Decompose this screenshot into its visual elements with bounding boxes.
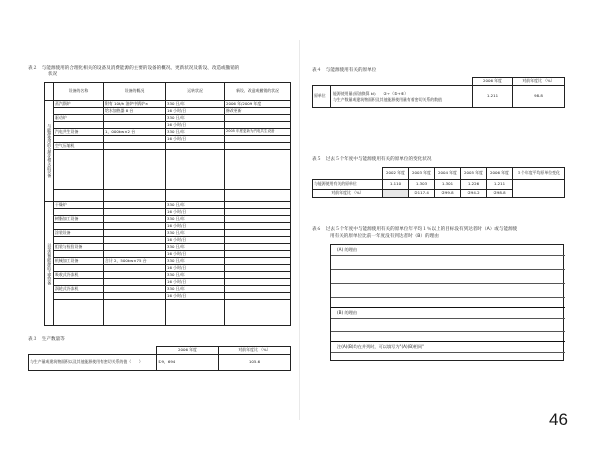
- t2-b5-run2: 16 小时/日: [166, 265, 225, 272]
- t4-value: 1.211: [473, 86, 513, 108]
- t2-b3-name: 涂装设备: [54, 230, 104, 237]
- t2-b4-run1: 330 日/年: [166, 244, 225, 251]
- t3-row-label: 与生产量或建筑物面积以及其他能源使用有密切关系的值（ ）: [29, 355, 157, 371]
- t5-avg-cell: [513, 180, 565, 198]
- book-spine: [299, 40, 300, 420]
- t5-r1-2002: 1.110: [383, 180, 409, 190]
- t2-b7-run1: 330 日/年: [166, 286, 225, 293]
- t4-header-blank2: [331, 78, 473, 86]
- t5-header-2002: 2002 年度: [383, 168, 409, 180]
- table-3-caption: 表３ 生产数量等: [28, 337, 65, 342]
- t2-group1-label: 与能源使用的合理化相关的设备: [45, 101, 54, 202]
- table-2: [44, 82, 291, 326]
- t5-row2-label: 对前年度比 （%）: [313, 190, 383, 198]
- t5-header-2006: 2006 年度: [487, 168, 513, 180]
- t6-a-label: (A) 的理由: [337, 247, 358, 252]
- t2-b1-run2: 16 小时/日: [166, 209, 225, 216]
- t2-r4-name: 空气压缩机: [54, 143, 104, 150]
- t3-value: ①9，694: [157, 355, 219, 371]
- t2-b3-run1: 330 日/年: [166, 230, 225, 237]
- t2-header-blank: [45, 83, 54, 101]
- t2-r2-name: 驱动炉: [54, 115, 104, 122]
- t6-note: 注(A)(B)均在并列时，可以填写为"(A)(B)相同": [337, 344, 425, 349]
- table-6-caption-cont: 用有关的原单位比前一年度没有到达者时（B）的理由: [330, 234, 439, 239]
- t5-header-2003: 2003 年度: [409, 168, 435, 180]
- t2-header-status: 新设、改造或撤销的状况: [225, 83, 291, 101]
- t4-desc: 与生产数量或建筑物面积及其他能源使用量有着密切关系的数值: [333, 96, 442, 102]
- t5-header-2005: 2005 年度: [461, 168, 487, 180]
- table-2-caption: 表２ 与能源使用的合理化相关的设备及消费能源的主要的设备的概况、更新状况及新设、改造或撤销的: [28, 66, 240, 71]
- t2-r2-run2: 16 小时/日: [166, 122, 225, 129]
- t2-r1-status2: 修改更新: [225, 108, 291, 115]
- table-5: [312, 167, 565, 198]
- t2-b7-run2: 16 小时/日: [166, 293, 225, 300]
- table-4: [312, 77, 565, 108]
- t2-b2-name: 树脂加工设备: [54, 216, 104, 223]
- t4-header-blank1: [313, 78, 331, 86]
- table-3: [28, 346, 291, 371]
- t5-r2-2003: ②117.4: [409, 190, 435, 198]
- t2-r3-name: 汽电共生设备: [54, 129, 104, 136]
- t2-b6-name: 吸收式冷冻机: [54, 272, 104, 279]
- t6-rule-4: [331, 297, 565, 298]
- t4-formula-cell: [331, 86, 473, 108]
- t2-group2-label: 以至消费能源的主要设备: [45, 202, 54, 326]
- t2-b6-run2: 16 小时/日: [166, 279, 225, 286]
- t2-r3-run1: 330 日/年: [166, 129, 225, 136]
- t6-rule-3: [331, 283, 565, 284]
- t3-ratio: 105.6: [219, 355, 291, 371]
- t4-header-ratio: 对前年度比 （%）: [513, 78, 565, 86]
- t2-r1-run2: 16 小时/日: [166, 108, 225, 115]
- t6-rule-1: [331, 255, 565, 256]
- t6-rule-6: [331, 331, 565, 332]
- t6-rule-2: [331, 269, 565, 270]
- t2-b1-name: 干燥炉: [54, 202, 104, 209]
- t2-b4-name: 组装与检验设备: [54, 244, 104, 251]
- t2-r1-run1: 330 日/年: [166, 101, 225, 108]
- t2-header-run: 运转状况: [166, 83, 225, 101]
- t5-r2-2006: ②98.8: [487, 190, 513, 198]
- t5-r1-2006: 1.211: [487, 180, 513, 190]
- t2-b1-run1: 330 日/年: [166, 202, 225, 209]
- table-5-caption: 表５ 过去５个年度中与能源使用有关的原单位的变化状况: [312, 157, 432, 162]
- t6-divider-2: [331, 341, 565, 342]
- t4-formula: 能源使用量(原油换算 kl) ②÷（⑤+⑥）: [333, 90, 409, 96]
- t5-r2-2002: [383, 190, 409, 198]
- t2-b5-spec: 合计 2，500kw×75 台: [104, 258, 166, 265]
- t2-r1-name: 蒸汽锅炉: [54, 101, 104, 108]
- table-6-box: [330, 244, 564, 361]
- t2-b6-run1: 330 日/年: [166, 272, 225, 279]
- t2-b5-name: 机械加工设备: [54, 258, 104, 265]
- t4-ratio: 98.8: [513, 86, 565, 108]
- table-6-caption: 表６ 过去５个年度中与能源使用有关的原单位年平均１％以上的目标没有到达者时（A）或与能源使: [312, 227, 518, 232]
- t2-b2-run1: 330 日/年: [166, 216, 225, 223]
- t2-r3-run2: 16 小时/日: [166, 136, 225, 143]
- t5-row1-label: 与能源使用有关的原单位: [313, 180, 383, 190]
- table-2-caption-cont: 状况: [48, 72, 58, 77]
- t2-r1-status: 2006 年/2009 年度: [225, 101, 291, 108]
- t2-header-spec: 设备的概况: [104, 83, 166, 101]
- t3-header-year: 2006 年度: [157, 347, 219, 355]
- t5-header-avg: ５个年度平均原单位变化: [513, 168, 565, 180]
- t2-r3-status: 2005 年度更新为汽电共生设备: [225, 129, 291, 136]
- page-number: 46: [549, 410, 568, 429]
- t2-r1-spec2: 给水加热器 8 台: [104, 108, 166, 115]
- t2-header-name: 设备的名称: [54, 83, 104, 101]
- t6-divider: [331, 307, 565, 308]
- table-4-caption: 表４ 与能源使用有关的原单位: [312, 68, 377, 73]
- t4-label: 原单位: [313, 86, 331, 108]
- t2-b5-run1: 330 日/年: [166, 258, 225, 265]
- t2-r1-spec: 附有 10t/h 油炉中锅炉×: [104, 101, 166, 108]
- t6-rule-5: [331, 318, 565, 319]
- t5-header-blank: [313, 168, 383, 180]
- t2-r2-run1: 330 日/年: [166, 115, 225, 122]
- t2-b3-run2: 16 小时/日: [166, 237, 225, 244]
- t2-b2-run2: 16 小时/日: [166, 223, 225, 230]
- t3-header-ratio: 对前年度比 （%）: [219, 347, 291, 355]
- t5-r1-2004: 1.301: [435, 180, 461, 190]
- t2-b7-name: 涡轮式冷冻机: [54, 286, 104, 293]
- t5-r2-2005: ②94.2: [461, 190, 487, 198]
- t4-header-year: 2006 年度: [473, 78, 513, 86]
- t2-b4-run2: 16 小时/日: [166, 251, 225, 258]
- t3-header-blank: [29, 347, 157, 355]
- t6-b-label: (B) 的理由: [337, 310, 358, 315]
- t5-header-2004: 2004 年度: [435, 168, 461, 180]
- t5-r1-2003: 1.303: [409, 180, 435, 190]
- t5-r2-2004: ②99.8: [435, 190, 461, 198]
- t2-r3-spec: 1，000kw×2 台: [104, 129, 166, 136]
- t5-r1-2005: 1.226: [461, 180, 487, 190]
- t6-rule-7: [331, 352, 565, 353]
